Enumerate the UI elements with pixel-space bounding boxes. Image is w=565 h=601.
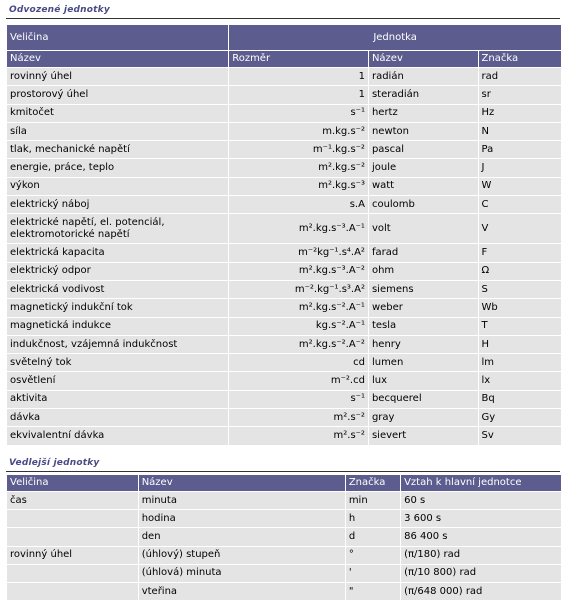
title-divider [6,471,560,472]
unit-name: lumen [369,354,478,371]
unit-symbol: sr [479,86,561,103]
table-row [7,244,561,261]
unit-name: newton [369,123,478,140]
relation: 3 600 s [401,510,561,527]
unit-symbol: Hz [479,105,561,122]
quantity [7,528,138,545]
header-symbol: Značka [479,51,561,67]
table-row [7,583,561,600]
dimension: kg.s⁻².A⁻¹ [229,318,368,335]
quantity: čas [7,492,138,509]
header-name: Název [139,475,345,491]
dimension: s⁻¹ [229,105,368,122]
title-divider [6,18,560,19]
quantity-name: výkon [7,178,228,195]
header-dimension: Rozměr [229,51,368,67]
dimension: m⁻².cd [229,372,368,389]
quantity-name: osvětlení [7,372,228,389]
unit-name: minuta [139,492,345,509]
header-relation: Vztah k hlavní jednotce [401,475,561,491]
unit-name: den [139,528,345,545]
relation: 86 400 s [401,528,561,545]
unit-symbol: S [479,281,561,298]
dimension: m⁻¹.kg.s⁻² [229,141,368,158]
header-unit: Jednotka [229,25,561,50]
unit-name: hodina [139,510,345,527]
unit-symbol: h [346,510,400,527]
quantity-name: elektrický náboj [7,196,228,213]
table-row [7,178,561,195]
header-quantity: Veličina [7,475,138,491]
unit-symbol: J [479,159,561,176]
dimension: s⁻¹ [229,391,368,408]
table-row [7,510,561,527]
dimension: m².kg.s⁻³ [229,178,368,195]
unit-symbol: ' [346,565,400,582]
unit-symbol: F [479,244,561,261]
unit-name: ohm [369,263,478,280]
dimension: 1 [229,68,368,85]
table-row [7,427,561,444]
dimension: s.A [229,196,368,213]
unit-symbol: ° [346,547,400,564]
derived-units-title: Odvozené jednotky [9,5,110,15]
dimension: m⁻²kg⁻¹.s⁴.A² [229,244,368,261]
quantity-name: elektrická kapacita [7,244,228,261]
header-quantity: Veličina [7,25,228,50]
table-row [7,159,561,176]
quantity [7,510,138,527]
dimension: m².kg.s⁻² [229,159,368,176]
quantity-name: kmitočet [7,105,228,122]
unit-name: gray [369,409,478,426]
header-unit-name: Název [369,51,478,67]
unit-symbol: lx [479,372,561,389]
quantity-name: dávka [7,409,228,426]
unit-symbol: N [479,123,561,140]
quantity [7,565,138,582]
table-row [7,123,561,140]
table-row [7,214,561,243]
table-row [7,281,561,298]
unit-name: farad [369,244,478,261]
quantity-name: rovinný úhel [7,68,228,85]
unit-name: sievert [369,427,478,444]
table-row [7,391,561,408]
dimension: m².kg.s⁻².A⁻¹ [229,299,368,316]
dimension: 1 [229,86,368,103]
unit-symbol: d [346,528,400,545]
quantity [7,583,138,600]
dimension: m².kg.s⁻².A⁻² [229,336,368,353]
unit-symbol: lm [479,354,561,371]
unit-name: (úhlová) minuta [139,565,345,582]
table-row [7,299,561,316]
unit-name: steradián [369,86,478,103]
quantity-name: ekvivalentní dávka [7,427,228,444]
table-row [7,565,561,582]
table-row [7,354,561,371]
unit-name: coulomb [369,196,478,213]
quantity-name: síla [7,123,228,140]
unit-name: lux [369,372,478,389]
unit-symbol: T [479,318,561,335]
quantity-name: magnetický indukční tok [7,299,228,316]
unit-symbol: rad [479,68,561,85]
unit-symbol: V [479,214,561,243]
table-row [7,318,561,335]
quantity-name: magnetická indukce [7,318,228,335]
unit-name: watt [369,178,478,195]
quantity-name: tlak, mechanické napětí [7,141,228,158]
unit-name: (úhlový) stupeň [139,547,345,564]
unit-name: pascal [369,141,478,158]
table-row [7,86,561,103]
secondary-units-title: Vedlejší jednotky [9,458,100,468]
quantity-name: indukčnost, vzájemná indukčnost [7,336,228,353]
dimension: m².s⁻² [229,427,368,444]
table-row [7,336,561,353]
unit-symbol: " [346,583,400,600]
dimension: m.kg.s⁻² [229,123,368,140]
unit-name: siemens [369,281,478,298]
quantity: rovinný úhel [7,547,138,564]
quantity-name: aktivita [7,391,228,408]
table-row [7,372,561,389]
header-name: Název [7,51,228,67]
unit-symbol: Sv [479,427,561,444]
unit-name: tesla [369,318,478,335]
unit-name: weber [369,299,478,316]
dimension: m².kg.s⁻³.A⁻¹ [229,214,368,243]
unit-name: becquerel [369,391,478,408]
dimension: m².s⁻² [229,409,368,426]
unit-name: hertz [369,105,478,122]
unit-symbol: Gy [479,409,561,426]
relation: 60 s [401,492,561,509]
table-row [7,263,561,280]
header-symbol: Značka [346,475,400,491]
table-row [7,409,561,426]
unit-symbol: Bq [479,391,561,408]
table-row [7,141,561,158]
unit-name: henry [369,336,478,353]
quantity-name: elektrické napětí, el. potenciál, elektromotorické napětí [7,214,228,243]
table-row [7,68,561,85]
table-row [7,528,561,545]
dimension: m⁻².kg⁻¹.s³.A² [229,281,368,298]
relation: (π/180) rad [401,547,561,564]
quantity-name: energie, práce, teplo [7,159,228,176]
table-row [7,492,561,509]
secondary-units-table [6,474,562,601]
unit-name: joule [369,159,478,176]
derived-units-table [6,24,562,446]
quantity-name: elektrická vodivost [7,281,228,298]
unit-symbol: min [346,492,400,509]
unit-symbol: W [479,178,561,195]
unit-symbol: C [479,196,561,213]
unit-name: radián [369,68,478,85]
unit-name: vteřina [139,583,345,600]
unit-symbol: H [479,336,561,353]
dimension: cd [229,354,368,371]
quantity-name: elektrický odpor [7,263,228,280]
table-row [7,196,561,213]
unit-symbol: Pa [479,141,561,158]
quantity-name: světelný tok [7,354,228,371]
unit-symbol: Wb [479,299,561,316]
relation: (π/10 800) rad [401,565,561,582]
unit-name: volt [369,214,478,243]
dimension: m².kg.s⁻³.A⁻² [229,263,368,280]
quantity-name: prostorový úhel [7,86,228,103]
relation: (π/648 000) rad [401,583,561,600]
unit-symbol: Ω [479,263,561,280]
table-row [7,547,561,564]
table-row [7,105,561,122]
